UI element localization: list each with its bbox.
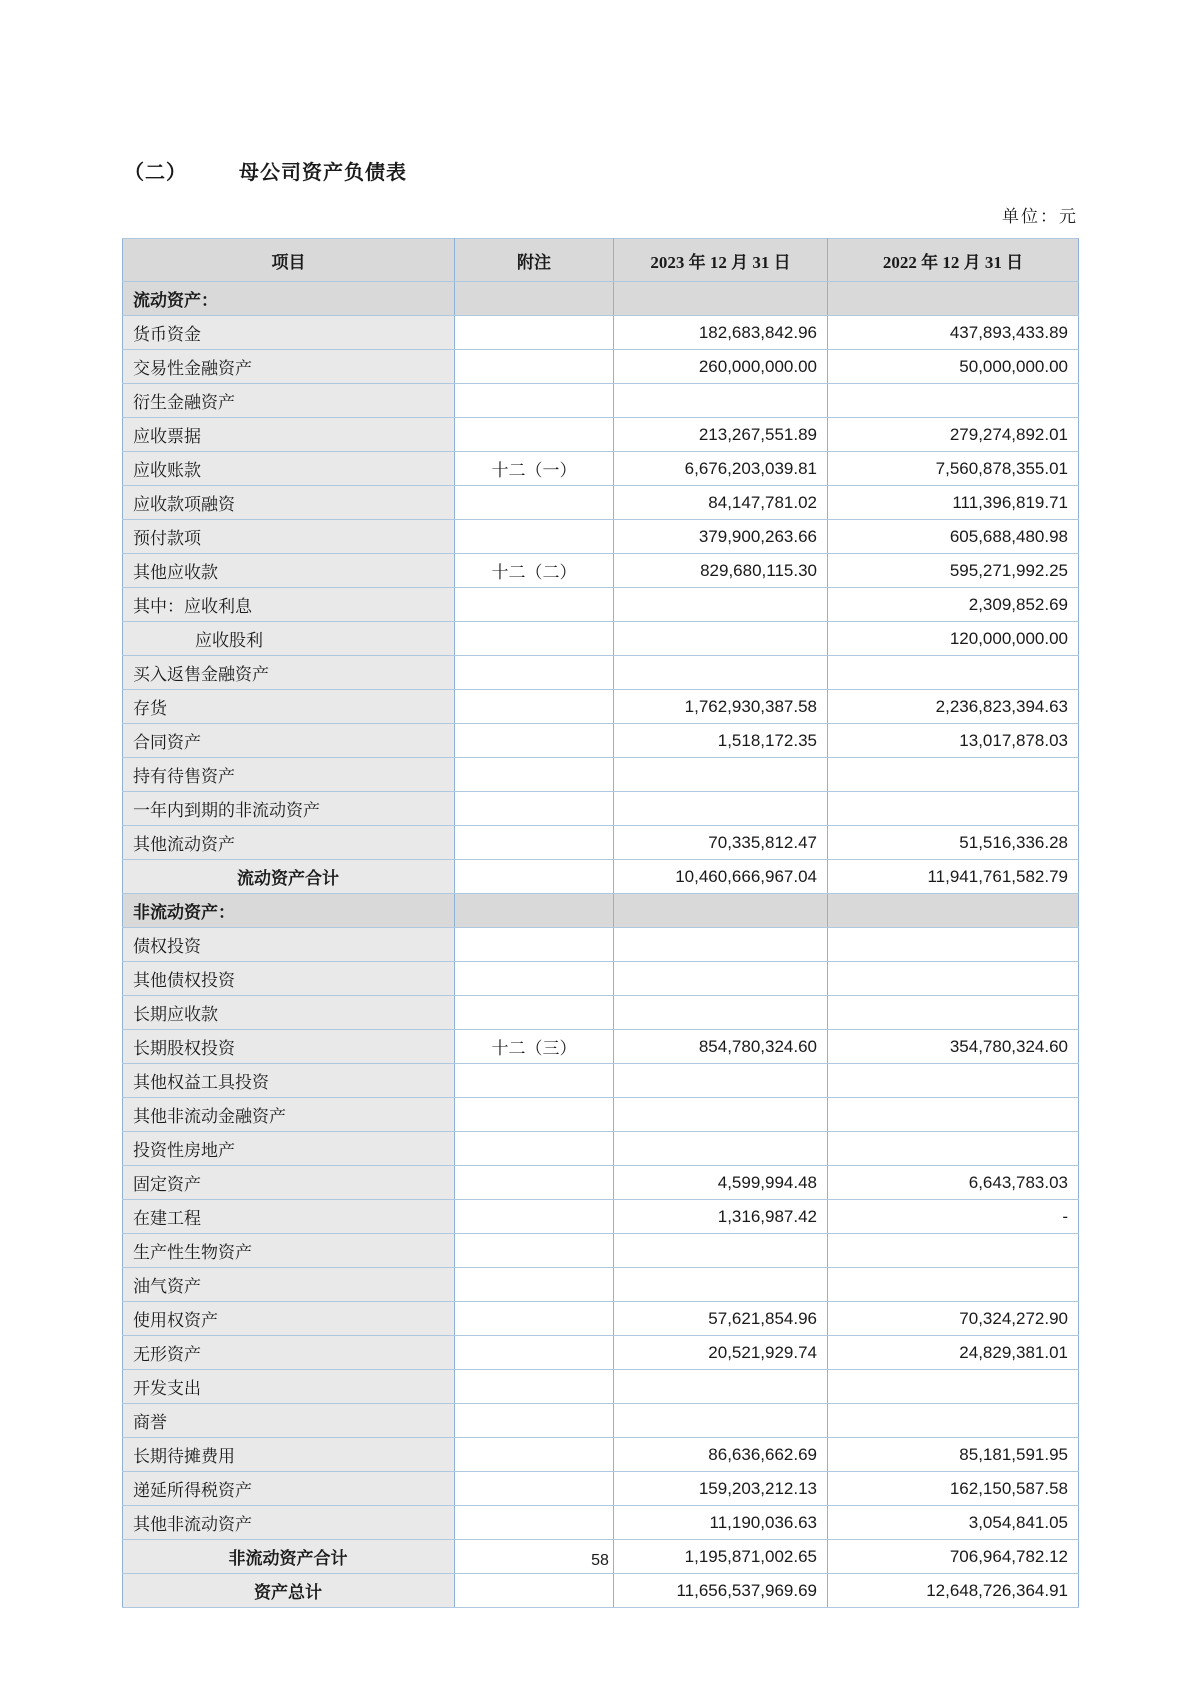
value-2023-cell: 6,676,203,039.81 xyxy=(614,452,828,486)
value-2023-cell: 379,900,263.66 xyxy=(614,520,828,554)
note-cell xyxy=(455,656,614,690)
value-2023-cell: 829,680,115.30 xyxy=(614,554,828,588)
value-2022-cell: 279,274,892.01 xyxy=(828,418,1079,452)
total-row xyxy=(123,860,1079,894)
value-2023-cell: 1,518,172.35 xyxy=(614,724,828,758)
note-cell xyxy=(455,1336,614,1370)
note-cell xyxy=(455,1098,614,1132)
table-row xyxy=(123,690,1079,724)
item-cell: 应收款项融资 xyxy=(123,486,455,520)
item-cell: 应收账款 xyxy=(123,452,455,486)
value-2022-cell: 6,643,783.03 xyxy=(828,1166,1079,1200)
value-2023-cell xyxy=(614,1404,828,1438)
value-2022-cell xyxy=(828,928,1079,962)
note-cell xyxy=(455,826,614,860)
item-cell: 非流动资产合计 xyxy=(123,1540,455,1574)
value-2023-cell: 11,656,537,969.69 xyxy=(614,1574,828,1608)
item-cell: 一年内到期的非流动资产 xyxy=(123,792,455,826)
value-2022-cell: 111,396,819.71 xyxy=(828,486,1079,520)
note-cell xyxy=(455,1132,614,1166)
item-cell: 在建工程 xyxy=(123,1200,455,1234)
table-row xyxy=(123,1098,1079,1132)
value-2023-cell xyxy=(614,1132,828,1166)
item-cell: 油气资产 xyxy=(123,1268,455,1302)
table-row xyxy=(123,554,1079,588)
item-cell: 其他非流动金融资产 xyxy=(123,1098,455,1132)
value-2023-cell: 182,683,842.96 xyxy=(614,316,828,350)
value-2023-cell: 1,316,987.42 xyxy=(614,1200,828,1234)
item-cell: 应收票据 xyxy=(123,418,455,452)
item-cell: 生产性生物资产 xyxy=(123,1234,455,1268)
total-row xyxy=(123,1574,1079,1608)
table-row xyxy=(123,1370,1079,1404)
value-2022-cell xyxy=(828,758,1079,792)
item-cell: 衍生金融资产 xyxy=(123,384,455,418)
value-2023-cell: 84,147,781.02 xyxy=(614,486,828,520)
value-2022-cell xyxy=(828,962,1079,996)
value-2022-cell: 24,829,381.01 xyxy=(828,1336,1079,1370)
item-cell: 交易性金融资产 xyxy=(123,350,455,384)
table-row xyxy=(123,1268,1079,1302)
value-2022-cell xyxy=(828,656,1079,690)
value-2023-cell xyxy=(614,1064,828,1098)
table-row xyxy=(123,1030,1079,1064)
header-2023-column: 2023 年 12 月 31 日 xyxy=(614,239,828,282)
value-2023-cell xyxy=(614,656,828,690)
note-cell xyxy=(455,622,614,656)
table-row xyxy=(123,1166,1079,1200)
note-cell: 十二（一） xyxy=(455,452,614,486)
note-cell xyxy=(455,588,614,622)
value-2023-cell xyxy=(614,996,828,1030)
value-2022-cell: 13,017,878.03 xyxy=(828,724,1079,758)
table-row xyxy=(123,724,1079,758)
table-row xyxy=(123,486,1079,520)
item-cell: 其中：应收利息 xyxy=(123,588,455,622)
table-row xyxy=(123,520,1079,554)
table-row xyxy=(123,384,1079,418)
note-cell xyxy=(455,928,614,962)
note-cell xyxy=(455,894,614,928)
header-item-column: 项目 xyxy=(123,239,455,282)
value-2022-cell xyxy=(828,384,1079,418)
value-2023-cell: 854,780,324.60 xyxy=(614,1030,828,1064)
value-2022-cell: 51,516,336.28 xyxy=(828,826,1079,860)
value-2023-cell: 1,195,871,002.65 xyxy=(614,1540,828,1574)
note-cell xyxy=(455,316,614,350)
balance-sheet-body xyxy=(123,282,1079,1608)
value-2022-cell xyxy=(828,1064,1079,1098)
note-cell xyxy=(455,1302,614,1336)
note-cell xyxy=(455,1200,614,1234)
item-cell: 债权投资 xyxy=(123,928,455,962)
note-cell xyxy=(455,1268,614,1302)
balance-sheet-title: 母公司资产负债表 xyxy=(239,162,407,184)
item-cell: 货币资金 xyxy=(123,316,455,350)
note-cell xyxy=(455,520,614,554)
value-2022-cell: 162,150,587.58 xyxy=(828,1472,1079,1506)
value-2023-cell xyxy=(614,894,828,928)
note-cell xyxy=(455,758,614,792)
item-cell: 投资性房地产 xyxy=(123,1132,455,1166)
table-row xyxy=(123,996,1079,1030)
table-row xyxy=(123,1064,1079,1098)
header-note-column: 附注 xyxy=(455,239,614,282)
table-row xyxy=(123,418,1079,452)
note-cell xyxy=(455,282,614,316)
item-cell: 预付款项 xyxy=(123,520,455,554)
header-row xyxy=(123,239,1079,282)
value-2022-cell: 120,000,000.00 xyxy=(828,622,1079,656)
note-cell xyxy=(455,1234,614,1268)
table-row xyxy=(123,316,1079,350)
table-row xyxy=(123,758,1079,792)
table-row xyxy=(123,1132,1079,1166)
balance-sheet-table xyxy=(122,238,1079,1608)
item-cell: 流动资产： xyxy=(123,282,455,316)
value-2023-cell: 213,267,551.89 xyxy=(614,418,828,452)
value-2022-cell xyxy=(828,1098,1079,1132)
item-cell: 开发支出 xyxy=(123,1370,455,1404)
table-row xyxy=(123,1438,1079,1472)
value-2022-cell: 354,780,324.60 xyxy=(828,1030,1079,1064)
table-header xyxy=(123,239,1079,282)
section-number-label: （二） xyxy=(124,162,187,184)
item-cell: 存货 xyxy=(123,690,455,724)
value-2023-cell: 260,000,000.00 xyxy=(614,350,828,384)
note-cell: 十二（三） xyxy=(455,1030,614,1064)
value-2023-cell xyxy=(614,1098,828,1132)
table-row xyxy=(123,826,1079,860)
value-2022-cell: - xyxy=(828,1200,1079,1234)
note-cell xyxy=(455,1166,614,1200)
value-2022-cell: 2,309,852.69 xyxy=(828,588,1079,622)
value-2022-cell: 7,560,878,355.01 xyxy=(828,452,1079,486)
note-cell xyxy=(455,486,614,520)
value-2023-cell: 70,335,812.47 xyxy=(614,826,828,860)
value-2023-cell xyxy=(614,1268,828,1302)
value-2022-cell: 706,964,782.12 xyxy=(828,1540,1079,1574)
table-row xyxy=(123,1472,1079,1506)
item-cell: 其他债权投资 xyxy=(123,962,455,996)
value-2023-cell xyxy=(614,282,828,316)
note-cell xyxy=(455,724,614,758)
item-cell: 长期应收款 xyxy=(123,996,455,1030)
value-2023-cell xyxy=(614,962,828,996)
note-cell xyxy=(455,1574,614,1608)
note-cell xyxy=(455,996,614,1030)
item-cell: 其他应收款 xyxy=(123,554,455,588)
note-cell xyxy=(455,860,614,894)
header-2022-column: 2022 年 12 月 31 日 xyxy=(828,239,1079,282)
table-row xyxy=(123,1200,1079,1234)
note-cell xyxy=(455,1438,614,1472)
value-2023-cell xyxy=(614,758,828,792)
value-2022-cell: 11,941,761,582.79 xyxy=(828,860,1079,894)
value-2022-cell xyxy=(828,1370,1079,1404)
note-cell xyxy=(455,1472,614,1506)
table-row xyxy=(123,622,1079,656)
unit-label: 单位：元 xyxy=(1002,207,1078,226)
item-cell: 非流动资产： xyxy=(123,894,455,928)
value-2023-cell xyxy=(614,384,828,418)
item-cell: 其他权益工具投资 xyxy=(123,1064,455,1098)
value-2022-cell: 12,648,726,364.91 xyxy=(828,1574,1079,1608)
value-2022-cell: 85,181,591.95 xyxy=(828,1438,1079,1472)
value-2022-cell: 3,054,841.05 xyxy=(828,1506,1079,1540)
value-2022-cell: 2,236,823,394.63 xyxy=(828,690,1079,724)
table-row xyxy=(123,1506,1079,1540)
note-cell xyxy=(455,418,614,452)
item-cell: 其他流动资产 xyxy=(123,826,455,860)
value-2023-cell: 4,599,994.48 xyxy=(614,1166,828,1200)
value-2022-cell: 437,893,433.89 xyxy=(828,316,1079,350)
value-2023-cell xyxy=(614,588,828,622)
value-2023-cell: 10,460,666,967.04 xyxy=(614,860,828,894)
value-2022-cell xyxy=(828,1404,1079,1438)
table-row xyxy=(123,350,1079,384)
value-2022-cell xyxy=(828,1234,1079,1268)
note-cell xyxy=(455,350,614,384)
item-cell: 商誉 xyxy=(123,1404,455,1438)
table-row xyxy=(123,1234,1079,1268)
note-cell xyxy=(455,792,614,826)
note-cell xyxy=(455,1404,614,1438)
note-cell xyxy=(455,1506,614,1540)
value-2023-cell xyxy=(614,1370,828,1404)
page-number: 58 xyxy=(591,1552,609,1569)
item-cell: 合同资产 xyxy=(123,724,455,758)
value-2023-cell xyxy=(614,622,828,656)
value-2023-cell: 11,190,036.63 xyxy=(614,1506,828,1540)
item-cell: 持有待售资产 xyxy=(123,758,455,792)
table-row xyxy=(123,792,1079,826)
item-cell: 其他非流动资产 xyxy=(123,1506,455,1540)
value-2022-cell xyxy=(828,996,1079,1030)
value-2023-cell: 20,521,929.74 xyxy=(614,1336,828,1370)
value-2022-cell xyxy=(828,1132,1079,1166)
table-row xyxy=(123,452,1079,486)
table-row xyxy=(123,588,1079,622)
note-cell xyxy=(455,384,614,418)
item-cell: 长期股权投资 xyxy=(123,1030,455,1064)
item-cell: 固定资产 xyxy=(123,1166,455,1200)
value-2022-cell xyxy=(828,1268,1079,1302)
value-2022-cell: 605,688,480.98 xyxy=(828,520,1079,554)
note-cell xyxy=(455,1064,614,1098)
section-header-row xyxy=(123,894,1079,928)
value-2023-cell: 1,762,930,387.58 xyxy=(614,690,828,724)
value-2022-cell: 595,271,992.25 xyxy=(828,554,1079,588)
value-2023-cell xyxy=(614,792,828,826)
section-header-row xyxy=(123,282,1079,316)
value-2022-cell xyxy=(828,894,1079,928)
value-2022-cell: 50,000,000.00 xyxy=(828,350,1079,384)
note-cell xyxy=(455,962,614,996)
value-2023-cell xyxy=(614,928,828,962)
value-2023-cell: 86,636,662.69 xyxy=(614,1438,828,1472)
table-row xyxy=(123,656,1079,690)
value-2023-cell: 57,621,854.96 xyxy=(614,1302,828,1336)
item-cell: 应收股利 xyxy=(123,622,455,656)
value-2023-cell: 159,203,212.13 xyxy=(614,1472,828,1506)
note-cell xyxy=(455,1370,614,1404)
note-cell: 十二（二） xyxy=(455,554,614,588)
page-title xyxy=(124,156,407,185)
item-cell: 使用权资产 xyxy=(123,1302,455,1336)
table-row xyxy=(123,1302,1079,1336)
value-2022-cell: 70,324,272.90 xyxy=(828,1302,1079,1336)
item-cell: 无形资产 xyxy=(123,1336,455,1370)
value-2022-cell xyxy=(828,792,1079,826)
note-cell xyxy=(455,690,614,724)
table-row xyxy=(123,962,1079,996)
value-2022-cell xyxy=(828,282,1079,316)
table-row xyxy=(123,928,1079,962)
table-row xyxy=(123,1336,1079,1370)
item-cell: 买入返售金融资产 xyxy=(123,656,455,690)
item-cell: 资产总计 xyxy=(123,1574,455,1608)
table-row xyxy=(123,1404,1079,1438)
item-cell: 流动资产合计 xyxy=(123,860,455,894)
item-cell: 递延所得税资产 xyxy=(123,1472,455,1506)
value-2023-cell xyxy=(614,1234,828,1268)
item-cell: 长期待摊费用 xyxy=(123,1438,455,1472)
